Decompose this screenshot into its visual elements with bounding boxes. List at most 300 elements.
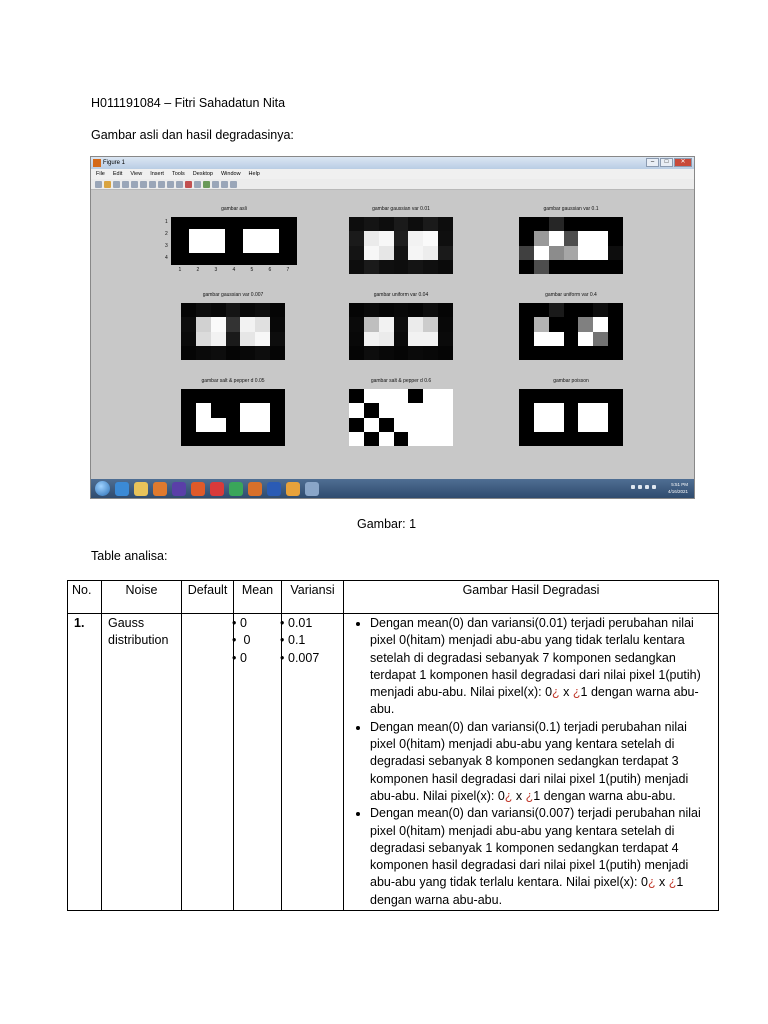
variansi-value: • 0.01 [285,615,339,632]
pixel-cell [578,260,593,274]
pixel-cell [564,303,579,317]
pixel-cell [423,418,438,432]
clock[interactable] [668,481,688,495]
description-item: • Dengan mean(0) dan variansi(0.1) terjadi perubahan nilai pixel 0(hitam) menjadi abu-abu yang kentara setelah di degradasi sebanyak 8 komponen sedangkan terdapat 3 komponen hasil degradasi dari nilai pixel 1(putih) menjadi abu-abu. Nilai pixel(x): 0¿ x ¿1 dengan warna abu-abu. [370,719,708,805]
pixel-cell [593,317,608,331]
pixel-cell [211,332,226,346]
pixel-cell [438,231,453,245]
table-header-row [68,581,719,614]
pixel-cell [349,317,364,331]
rotate-icon[interactable] [167,181,174,188]
tray-icon[interactable] [645,485,649,489]
pixel-cell [240,432,255,446]
pixel-cell [240,303,255,317]
subplot-image[interactable] [349,217,453,274]
pixel-cell [423,403,438,417]
pixel-cell [423,246,438,260]
file-explorer-icon[interactable] [134,482,148,496]
pixel-cell [578,403,593,417]
pixel-cell [364,332,379,346]
pixel-cell [438,217,453,231]
pixel-cell [438,303,453,317]
pixel-cell [534,418,549,432]
pixel-cell [349,303,364,317]
pixel-cell [608,317,623,331]
pixel-cell [423,317,438,331]
pixel-cell [564,389,579,403]
hide-tools-icon[interactable] [221,181,228,188]
pixel-cell [181,303,196,317]
header-variansi: Variansi [282,581,344,614]
pixel-cell [379,217,394,231]
pixel-cell [261,229,279,241]
subplot-image[interactable] [519,389,623,446]
pixel-cell [549,389,564,403]
pixel-cell [423,231,438,245]
pixel-cell [438,346,453,360]
pixel-cell [608,389,623,403]
open-icon[interactable] [104,181,111,188]
close-icon[interactable]: ✕ [674,158,692,167]
pixel-cell [593,432,608,446]
subplot-image[interactable] [519,303,623,360]
mean-value: • 0 [237,615,277,632]
pixel-cell [261,217,279,229]
pixel-cell [211,418,226,432]
pixel-cell [438,260,453,274]
figure-titlebar [91,157,694,169]
pixel-cell [181,403,196,417]
pixel-cell [408,403,423,417]
pixel-cell [593,403,608,417]
figure-toolbar [91,179,694,190]
start-button-icon[interactable] [95,481,110,496]
pixel-cell [270,403,285,417]
pixel-cell [226,432,241,446]
menu-item-view[interactable]: View [130,171,143,177]
pixel-cell [423,346,438,360]
pixel-cell [408,432,423,446]
pixel-cell [608,217,623,231]
pixel-cell [255,346,270,360]
pixel-cell [408,389,423,403]
colorbar-icon[interactable] [203,181,210,188]
pixel-cell [593,389,608,403]
pixel-cell [549,217,564,231]
pixel-cell [564,403,579,417]
save-icon[interactable] [113,181,120,188]
pixel-cell [423,332,438,346]
subplot-image[interactable] [349,303,453,360]
author-line: H011191084 – Fitri Sahadatun Nita [91,96,286,110]
pixel-cell [519,217,534,231]
pixel-cell [534,432,549,446]
pixel-cell [243,253,261,265]
menu-item-help[interactable]: Help [248,171,260,177]
pixel-cell [578,246,593,260]
y-tick-label: 2 [165,231,168,237]
play-icon[interactable] [172,482,186,496]
pixel-cell [196,418,211,432]
pixel-cell [534,303,549,317]
pixel-cell [196,346,211,360]
pixel-cell [211,403,226,417]
pixel-cell [608,231,623,245]
pixel-cell [379,317,394,331]
pixel-cell [593,332,608,346]
x-tick-label: 4 [232,267,236,273]
pixel-cell [578,231,593,245]
header-noise: Noise [102,581,182,614]
tray-icon[interactable] [652,485,656,489]
y-tick-label: 4 [165,255,168,261]
pixel-cell [578,303,593,317]
pixel-cell [519,317,534,331]
minimize-icon[interactable]: – [646,158,659,167]
pixel-cell [196,317,211,331]
tray-icon[interactable] [638,485,642,489]
pixel-cell [270,432,285,446]
pixel-cell [261,241,279,253]
app-red-icon[interactable] [210,482,224,496]
subplot-image[interactable] [171,217,297,265]
pixel-cell [226,403,241,417]
pixel-cell [438,403,453,417]
pixel-cell [608,418,623,432]
pixel-cell [593,260,608,274]
row-default [182,614,234,911]
pan-icon[interactable] [158,181,165,188]
row-noise: Gauss distribution [102,614,182,911]
description-item: • Dengan mean(0) dan variansi(0.01) terjadi perubahan nilai pixel 0(hitam) menjadi abu-abu yang tidak terlalu kentara setelah di degradasi sebanyak 7 komponen sedangkan terdapat 1 komponen hasil degradasi dari nilai pixel 1(putih) menjadi abu-abu. Nilai pixel(x): 0¿ x ¿1 dengan warna abu-abu. [370,615,708,719]
subplot-title: gambar gaussian var 0.01 [372,206,430,212]
new-figure-icon[interactable] [95,181,102,188]
show-tools-icon[interactable] [230,181,237,188]
pixel-cell [408,217,423,231]
pixel-cell [519,418,534,432]
variansi-value: • 0.007 [285,650,339,667]
pixel-cell [211,389,226,403]
pixel-cell [593,231,608,245]
pixel-cell [394,303,409,317]
legend-icon[interactable] [212,181,219,188]
row-number: 1. [68,614,102,911]
pixel-cell [196,403,211,417]
pixel-cell [564,317,579,331]
pixel-cell [270,389,285,403]
pixel-cell [279,241,297,253]
pixel-cell [349,231,364,245]
x-tick-label: 5 [250,267,254,273]
subplot-title: gambar asli [221,206,247,212]
pixel-cell [394,231,409,245]
matlab-figure-icon [93,159,101,167]
pixel-cell [608,403,623,417]
pixel-cell [394,260,409,274]
subplot-image[interactable] [181,389,285,446]
pixel-cell [519,389,534,403]
pixel-cell [279,229,297,241]
header-no: No. [68,581,102,614]
pixel-cell [211,432,226,446]
pixel-cell [519,231,534,245]
pixel-cell [438,317,453,331]
pixel-cell [549,403,564,417]
system-tray [631,485,656,489]
pixel-cell [394,217,409,231]
row-mean [234,614,282,911]
pixel-cell [578,389,593,403]
menu-item-file[interactable]: File [96,171,105,177]
link-icon[interactable] [194,181,201,188]
pixel-cell [240,317,255,331]
table-row [68,614,719,911]
pixel-cell [394,418,409,432]
pixel-cell [534,403,549,417]
pixel-cell [207,217,225,229]
pixel-cell [408,231,423,245]
figure-screenshot [90,156,695,499]
pixel-cell [379,260,394,274]
pixel-cell [349,403,364,417]
media-player-icon[interactable] [153,482,167,496]
pixel-cell [243,217,261,229]
edit-plot-icon[interactable] [131,181,138,188]
pixel-cell [379,432,394,446]
subplot-title: gambar gaussian var 0.1 [543,206,599,212]
figure-menubar [91,169,694,179]
pixel-cell [608,260,623,274]
pixel-cell [379,403,394,417]
tray-icon[interactable] [631,485,635,489]
x-tick-label: 6 [268,267,272,273]
pixel-cell [408,260,423,274]
pixel-cell [349,217,364,231]
pixel-cell [519,260,534,274]
pixel-cell [255,403,270,417]
pixel-cell [261,253,279,265]
pixel-cell [578,317,593,331]
pixel-cell [207,229,225,241]
y-tick-label: 3 [165,243,168,249]
pixel-cell [243,241,261,253]
pixel-cell [534,346,549,360]
pixel-cell [578,432,593,446]
pixel-cell [270,332,285,346]
pixel-cell [564,217,579,231]
pixel-cell [181,389,196,403]
pixel-cell [408,332,423,346]
data-cursor-icon[interactable] [176,181,183,188]
pixel-cell [270,346,285,360]
pixel-cell [226,389,241,403]
pixel-cell [270,317,285,331]
pixel-cell [196,432,211,446]
zoom-in-icon[interactable] [140,181,147,188]
pixel-cell [196,332,211,346]
menu-item-insert[interactable]: Insert [150,171,164,177]
pixel-cell [408,346,423,360]
subplot-image[interactable] [519,217,623,274]
pixel-cell [364,389,379,403]
pixel-cell [349,389,364,403]
pixel-cell [394,389,409,403]
pixel-cell [564,346,579,360]
pixel-cell [549,332,564,346]
menu-item-edit[interactable]: Edit [112,171,123,177]
header-hasil: Gambar Hasil Degradasi [344,581,719,614]
pixel-cell [408,418,423,432]
print-icon[interactable] [122,181,129,188]
x-tick-label: 1 [178,267,182,273]
pixel-cell [593,418,608,432]
pixel-cell [364,403,379,417]
pixel-cell [593,246,608,260]
word-icon[interactable] [267,482,281,496]
pixel-cell [349,418,364,432]
menu-item-window[interactable]: Window [220,171,241,177]
pixel-cell [564,260,579,274]
pixel-cell [196,389,211,403]
pixel-cell [519,346,534,360]
pixel-cell [226,346,241,360]
pixel-cell [364,231,379,245]
pixel-cell [423,217,438,231]
pixel-cell [534,217,549,231]
menu-item-desktop[interactable]: Desktop [192,171,213,177]
pixel-cell [578,332,593,346]
app-orange-icon[interactable] [286,482,300,496]
pixel-cell [534,317,549,331]
pixel-cell [211,303,226,317]
pixel-cell [394,317,409,331]
pixel-cell [181,332,196,346]
pixel-cell [423,389,438,403]
pixel-cell [519,432,534,446]
pixel-cell [549,246,564,260]
pixel-cell [438,389,453,403]
pixel-cell [608,346,623,360]
pixel-cell [349,260,364,274]
pixel-cell [226,317,241,331]
subplot-image[interactable] [181,303,285,360]
pixel-cell [423,432,438,446]
pixel-cell [364,346,379,360]
pixel-cell [171,217,189,229]
mean-value: • 0 [237,650,277,667]
pixel-cell [394,403,409,417]
pixel-cell [181,317,196,331]
pixel-cell [593,303,608,317]
description-item: • Dengan mean(0) dan variansi(0.007) terjadi perubahan nilai pixel 0(hitam) menjadi abu-abu yang kentara setelah di degradasi sebanyak 1 komponen sedangkan terdapat 4 komponen hasil degradasi dari nilai pixel 1(putih) menjadi abu-abu yang tidak terlalu kentara. Nilai pixel(x): 0¿ x ¿1 dengan warna abu-abu. [370,805,708,909]
pixel-cell [379,418,394,432]
pixel-cell [226,303,241,317]
pixel-cell [181,346,196,360]
pixel-cell [240,389,255,403]
pixel-cell [189,253,207,265]
y-tick-label: 1 [165,219,168,225]
matlab-icon[interactable] [248,482,262,496]
pixel-cell [240,403,255,417]
pixel-cell [196,303,211,317]
description-list [348,615,708,909]
pixel-cell [564,231,579,245]
pixel-cell [519,332,534,346]
pixel-cell [394,246,409,260]
pixel-cell [519,303,534,317]
pixel-cell [279,217,297,229]
pixel-cell [364,246,379,260]
chrome-icon[interactable] [229,482,243,496]
pixel-cell [171,253,189,265]
pixel-cell [171,241,189,253]
zoom-out-icon[interactable] [149,181,156,188]
brush-icon[interactable] [185,181,192,188]
pixel-cell [608,332,623,346]
pixel-cell [364,418,379,432]
pixel-cell [608,246,623,260]
pixel-cell [549,231,564,245]
pixel-cell [255,317,270,331]
pixel-cell [564,432,579,446]
pixel-cell [171,229,189,241]
pixel-cell [364,217,379,231]
maximize-icon[interactable]: □ [660,158,673,167]
pixel-cell [226,332,241,346]
subplot-title: gambar salt & pepper d 0.6 [370,378,432,384]
pixel-cell [240,418,255,432]
pixel-cell [364,303,379,317]
pixel-cell [379,346,394,360]
clock-date: 4/16/2021 [667,489,688,494]
pixel-cell [534,332,549,346]
table-label: Table analisa: [91,549,168,563]
firefox-icon[interactable] [191,482,205,496]
pixel-cell [438,432,453,446]
x-tick-label: 3 [214,267,218,273]
pixel-cell [240,332,255,346]
pixel-cell [364,432,379,446]
pixel-cell [534,246,549,260]
subplot-title: gambar gaussian var 0.007 [202,292,264,298]
pixel-cell [211,346,226,360]
pixel-cell [379,303,394,317]
pixel-cell [189,217,207,229]
subplot-image[interactable] [349,389,453,446]
pixel-cell [189,241,207,253]
figure-caption: Gambar: 1 [357,517,417,531]
figure-window-icon[interactable] [305,482,319,496]
x-tick-label: 2 [196,267,200,273]
pixel-cell [438,332,453,346]
pixel-cell [349,246,364,260]
pixel-cell [255,332,270,346]
pixel-cell [211,317,226,331]
pixel-cell [564,332,579,346]
menu-item-tools[interactable]: Tools [171,171,185,177]
pixel-cell [364,317,379,331]
pixel-cell [394,346,409,360]
pixel-cell [240,346,255,360]
pixel-cell [593,346,608,360]
section-subtitle: Gambar asli dan hasil degradasinya: [91,128,294,142]
pixel-cell [408,246,423,260]
pixel-cell [394,432,409,446]
subplot-title: gambar poisson [553,378,589,384]
pixel-cell [225,229,243,241]
pixel-cell [519,246,534,260]
internet-explorer-icon[interactable] [115,482,129,496]
